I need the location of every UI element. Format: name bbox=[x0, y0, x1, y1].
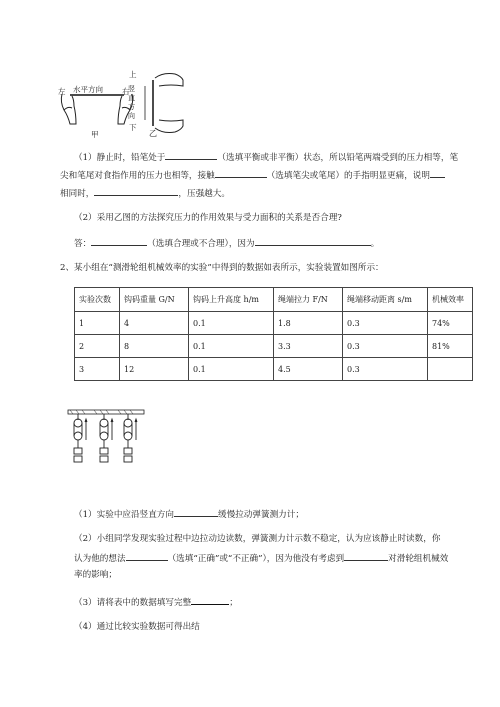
table-cell: 3 bbox=[75, 358, 120, 381]
q2-sub-1 bbox=[74, 507, 304, 521]
q2-text: 2、某小组在“测滑轮组机械效率的实验”中得到的数据如表所示，实验装置如图所示： bbox=[60, 263, 384, 273]
q2-text: （2）小组同学发现实验过程中边拉动边读数，弹簧测力计示数不稳定，认为应该静止时读数，你 bbox=[74, 534, 441, 544]
figure-yi bbox=[125, 66, 185, 146]
table-cell: 12 bbox=[120, 358, 189, 381]
q2-sub-4 bbox=[74, 621, 200, 633]
q1-text: 答： bbox=[74, 239, 92, 249]
q1-line-1 bbox=[74, 150, 458, 164]
q1-line-3 bbox=[60, 186, 230, 200]
table-cell: 8 bbox=[120, 335, 189, 358]
table-cell: 0.1 bbox=[189, 312, 274, 335]
label-vertical-1: 竖 bbox=[128, 85, 135, 93]
q2-intro bbox=[60, 262, 384, 274]
q2-text: （选填“正确”或“不正确”），因为他没有考虑到 bbox=[167, 554, 345, 564]
q1-text: 。 bbox=[370, 239, 380, 249]
table-cell-empty[interactable] bbox=[428, 358, 473, 381]
blank-reason[interactable] bbox=[255, 236, 371, 246]
q2-text: （1）实验中应沿竖直方向 bbox=[74, 510, 174, 520]
table-cell: 1.8 bbox=[274, 312, 343, 335]
table-header-cell: 钩码上升高度 h/m bbox=[189, 288, 274, 312]
blank-condition[interactable] bbox=[430, 168, 445, 178]
figure-jia bbox=[56, 80, 136, 142]
table-cell: 74% bbox=[428, 312, 473, 335]
blank-equilibrium[interactable] bbox=[165, 150, 217, 160]
q1-text: （选填笔尖或笔尾）的手指明显更痛，说明 bbox=[266, 171, 430, 181]
table-header-cell: 绳端拉力 F/N bbox=[274, 288, 343, 312]
blank-fill-table[interactable] bbox=[191, 595, 229, 605]
q2-text: （4）通过比较实验数据可得出结 bbox=[74, 622, 200, 632]
label-vertical-2: 直 bbox=[128, 94, 135, 102]
table-cell: 2 bbox=[75, 335, 120, 358]
q1-text: 相同时， bbox=[60, 189, 95, 199]
table-cell: 0.1 bbox=[189, 358, 274, 381]
label-horizontal-direction: 水平方向 bbox=[73, 85, 103, 94]
label-left: 左 bbox=[58, 87, 66, 96]
blank-direction[interactable] bbox=[174, 507, 218, 517]
q1-line-5 bbox=[74, 236, 379, 250]
table-row bbox=[75, 312, 473, 335]
table-header-cell: 机械效率 bbox=[428, 288, 473, 312]
q2-text: 对滑轮组机械效 bbox=[388, 554, 449, 564]
blank-correct[interactable] bbox=[126, 551, 168, 561]
table-row bbox=[75, 358, 473, 381]
q2-text: 率的影响； bbox=[74, 570, 117, 580]
blank-conclusion[interactable] bbox=[94, 186, 178, 196]
caption-yi: 乙 bbox=[149, 129, 157, 138]
q1-line-4 bbox=[74, 212, 342, 224]
table-cell: 81% bbox=[428, 335, 473, 358]
blank-factor[interactable] bbox=[344, 551, 388, 561]
label-vertical-4: 向 bbox=[128, 112, 135, 120]
q2-sub-2c bbox=[74, 569, 117, 581]
pulley-apparatus-figure bbox=[66, 408, 146, 470]
table-cell: 4 bbox=[120, 312, 189, 335]
blank-reasonable[interactable] bbox=[91, 236, 147, 246]
table-cell: 0.1 bbox=[189, 335, 274, 358]
label-up: 上 bbox=[129, 70, 137, 79]
q1-text: （选填平衡或非平衡）状态，所以铅笔两端受到的压力相等，笔 bbox=[217, 153, 459, 163]
q1-line-2 bbox=[60, 168, 445, 182]
q1-text: ，压强越大。 bbox=[178, 189, 230, 199]
table-cell: 0.3 bbox=[343, 335, 428, 358]
table-cell: 0.3 bbox=[343, 358, 428, 381]
table-header-cell: 绳端移动距离 s/m bbox=[343, 288, 428, 312]
table-cell: 4.5 bbox=[274, 358, 343, 381]
blank-tip-or-tail[interactable] bbox=[215, 168, 267, 178]
table-header-cell: 实验次数 bbox=[75, 288, 120, 312]
q1-text: （选填合理或不合理），因为 bbox=[147, 239, 255, 249]
table-cell: 0.3 bbox=[343, 312, 428, 335]
table-header-cell: 钩码重量 G/N bbox=[120, 288, 189, 312]
table-cell: 1 bbox=[75, 312, 120, 335]
q2-sub-3 bbox=[74, 595, 238, 609]
caption-jia: 甲 bbox=[91, 130, 99, 139]
q1-text: （2）采用乙图的方法探究压力的作用效果与受力面积的关系是否合理? bbox=[74, 213, 342, 223]
q2-sub-2b bbox=[74, 551, 448, 565]
q2-text: ； bbox=[229, 598, 238, 608]
q2-text: （3）请将表中的数据填写完整 bbox=[74, 598, 192, 608]
q1-text: 尖和笔尾对食指作用的压力也相等，接触 bbox=[60, 171, 215, 181]
q2-text: 认为他的想法 bbox=[74, 554, 126, 564]
label-vertical-3: 方 bbox=[128, 103, 135, 111]
data-table bbox=[74, 287, 473, 381]
pulley-systems-icon bbox=[66, 408, 146, 470]
table-header-row bbox=[75, 288, 473, 312]
table-row bbox=[75, 335, 473, 358]
label-right: 右 bbox=[122, 87, 130, 96]
label-down: 下 bbox=[129, 123, 137, 132]
table-cell: 3.3 bbox=[274, 335, 343, 358]
q2-sub-2a bbox=[74, 533, 440, 545]
q2-text: 缓慢拉动弹簧测力计； bbox=[218, 510, 304, 520]
q1-text: （1）静止时，铅笔处于 bbox=[74, 153, 166, 163]
